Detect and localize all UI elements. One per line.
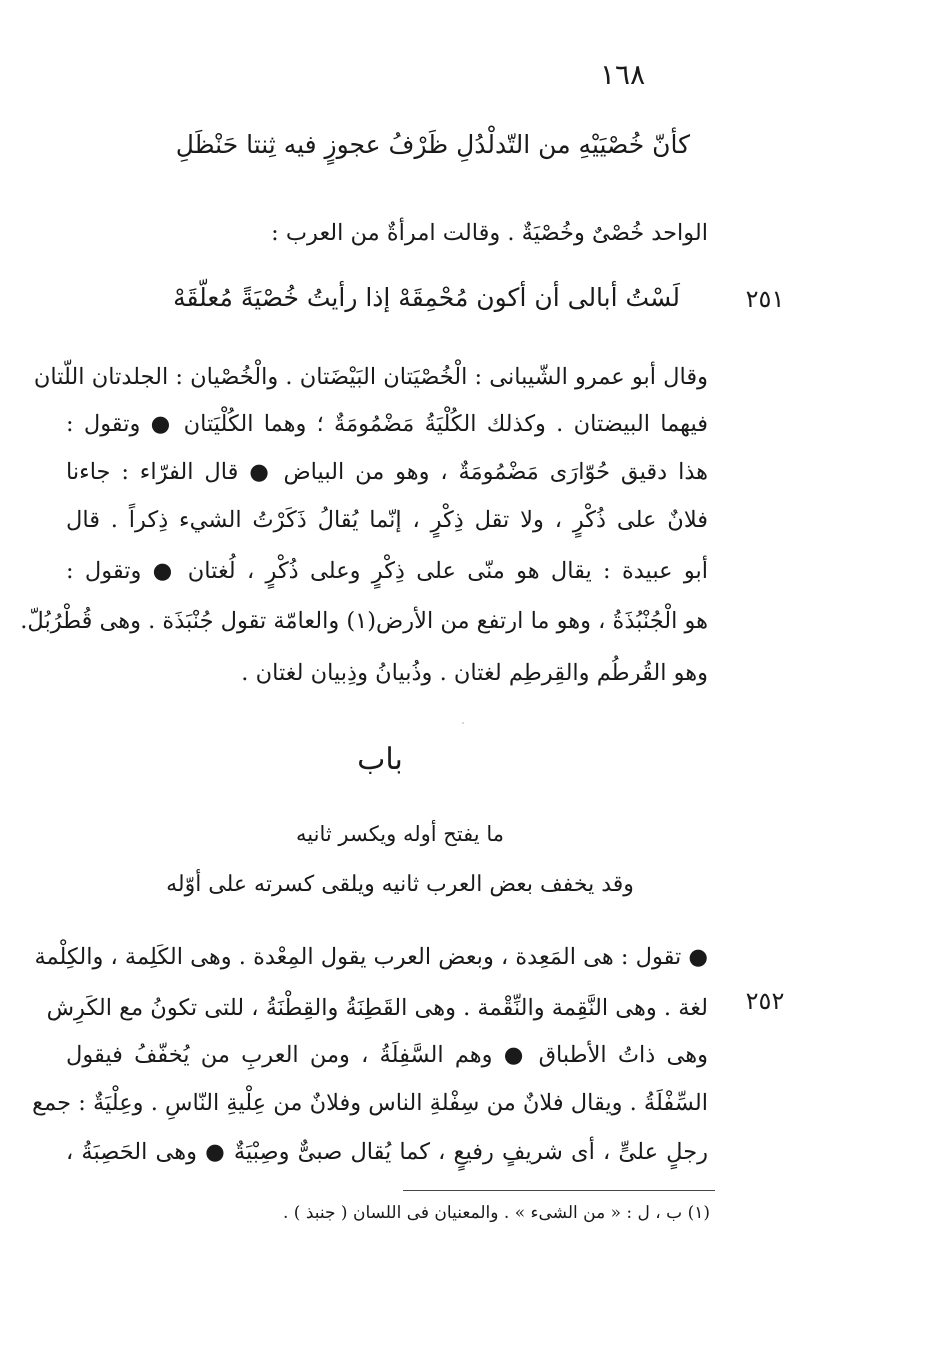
page-speck [462, 722, 464, 724]
poetry-verse-1: كأنّ خُصْيَيْهِ من التّدلْدُلِ ظَرْفُ عجوزٍ فيه ثِنتا حَنْظَلِ [175, 130, 690, 159]
paragraph-1-line: هو الْجُنْبُذَةُ ، وهو ما ارتفع من الأرض(١) والعامّة تقول جُنْبَذَة . وهى قُطْرُبُلّ. [20, 608, 708, 634]
chapter-subtitle: ما يفتح أوله ويكسر ثانيه [296, 822, 504, 846]
chapter-subtitle-note: وقد يخفف بعض العرب ثانيه ويلقى كسرته على أوّله [166, 872, 634, 897]
paragraph-1-line: وقال أبو عمرو الشّيبانى : الْخُصْيَتان البَيْضَتان . والْخُصْيان : الجلدتان اللّتان [33, 364, 708, 390]
poetry-verse-2: لَسْتُ أبالى أن أكون مُحْمِقَهْ إذا رأيتُ خُصْيَةً مُعلّقَهْ [173, 283, 680, 312]
paragraph-1-line: فلانٌ على ذُكْرٍ ، ولا تقل ذِكْرٍ ، إنّما يُقالُ ذَكَرْتُ الشيء ذِكراً . قال [66, 507, 708, 533]
entry-number-252: ٢٥٢ [745, 987, 785, 1015]
paragraph-2-line: رجلٍ علىٍّ ، أى شريفٍ رفيعٍ ، كما يُقال صبىٌّ وصِبْيَةٌ ● وهى الحَصِبَةُ ، [66, 1139, 708, 1165]
text-line-after-verse: الواحد خُصْىٌ وخُصْيَةٌ . وقالت امرأةٌ من العرب : [271, 220, 708, 246]
paragraph-2-line: السِّفْلَةُ . ويقال فلانٌ من سِفْلةِ الناس وفلانٌ من عِلْيةِ النّاسِ . وعِلْيَةٌ : جمع [32, 1090, 708, 1116]
paragraph-1-line: فيهما البيضتان . وكذلك الكُلْيَةُ مَضْمُومَةٌ ؛ وهما الكُلْيَتان ● وتقول : [66, 411, 708, 437]
paragraph-2-line: ● تقول : هى المَعِدة ، وبعض العرب يقول المِعْدة . وهى الكَلِمة ، والكِلْمة [34, 944, 708, 970]
entry-number-251: ٢٥١ [745, 285, 785, 313]
paragraph-2-line: لغة . وهى النَّقِمة والنِّقْمة . وهى القَطِنَةُ والقِطْنَةُ ، للتى تكونُ مع الكَرِش [46, 995, 708, 1021]
paragraph-1-line: هذا دقيق حُوّارَى مَضْمُومَةٌ ، وهو من البياض ● قال الفرّاء : جاءنا [66, 459, 708, 485]
paragraph-2-line: وهى ذاتُ الأطباق ● وهم السَّفِلَةُ ، ومن العربِ من يُخفّفُ فيقول [66, 1042, 708, 1068]
paragraph-1-line: أبو عبيدة : يقال هو منّى على ذِكْرٍ وعلى ذُكْرٍ ، لُغتان ● وتقول : [66, 558, 708, 584]
paragraph-1-last-line: وهو القُرطُم والقِرطِم لغتان . وذُبيانُ وذِبيان لغتان . [241, 660, 708, 686]
chapter-heading: باب [357, 742, 403, 777]
page-number: ١٦٨ [600, 58, 646, 91]
footnote: (١) ب ، ل : « من الشىء » . والمعنيان فى اللسان ( جنبذ ) . [282, 1203, 710, 1223]
footnote-divider [403, 1190, 715, 1191]
